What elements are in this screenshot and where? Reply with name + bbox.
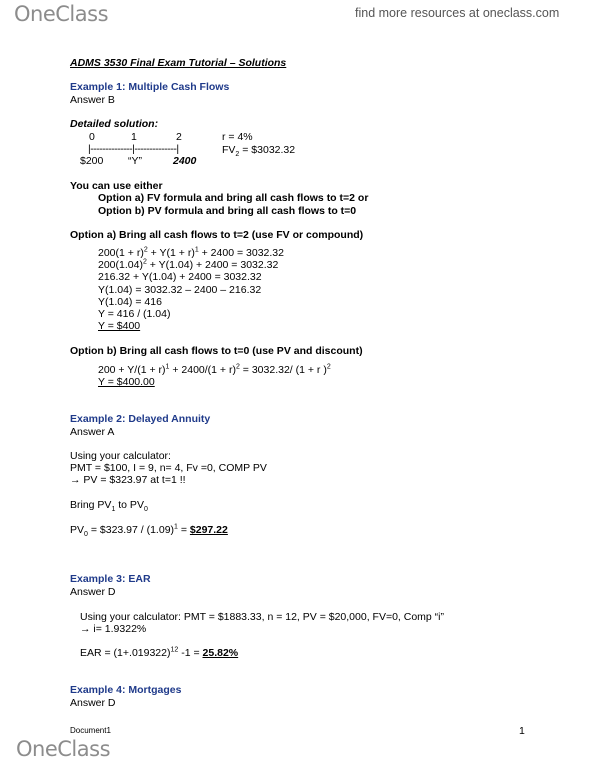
option-a-summary: Option a) FV formula and bring all cash flows to t=2 or <box>98 192 369 204</box>
example2-answer-value: $297.22 <box>189 524 228 536</box>
option-a-result: Y = $400 <box>98 320 141 332</box>
future-value: $FV_2$ = $3032.32 <box>222 144 296 159</box>
example2-line1: Using your calculator: <box>70 450 171 462</box>
option-a-step6: Y = 416 / (1.04) <box>98 308 171 320</box>
option-b-equation: $200 + Y/(1 + r)^1 + 2400/(1 + r)^2 = 3032.32/$ (1 + r )$^2$ <box>98 363 331 376</box>
detailed-solution-label: Detailed solution: <box>70 118 159 130</box>
cash-flow-1: “Y” <box>128 155 142 167</box>
logo-text: OneClass <box>14 2 109 26</box>
header-tagline[interactable]: find more resources at oneclass.com <box>355 6 560 20</box>
example1-heading: Example 1: Multiple Cash Flows <box>70 81 230 93</box>
example3-answer-value: 25.82% <box>202 647 239 659</box>
timeline-line: |--------------|--------------| <box>88 143 179 155</box>
example1-answer: Answer B <box>70 94 115 106</box>
example3-answer: Answer D <box>70 586 116 598</box>
cash-flow-2: 2400 <box>173 155 197 167</box>
example2-result: $PV_0$ = $323.97 / $(1.09)^1$ = $297.22 <box>70 523 228 539</box>
oneclass-logo <box>14 2 108 26</box>
interest-rate: r = 4% <box>222 131 253 143</box>
option-a-step5: Y(1.04) = 416 <box>98 296 162 308</box>
example2-line4: Bring $PV_1$ to $PV_0$ <box>70 499 148 514</box>
example3-result: EAR = $(1+.019322)^{12}$ -1 = 25.82% <box>80 646 239 659</box>
example3-line2: → i= 1.9322% <box>80 623 147 635</box>
option-b-result: Y = $400.00 <box>98 376 155 388</box>
options-intro: You can use either <box>70 180 163 192</box>
option-a-step2: $200(1.04)^2 + Y(1.04) + 2400 = 3032.32$ <box>98 258 279 271</box>
option-a-heading: Option a) Bring all cash flows to t=2 (use FV or compound) <box>70 229 364 241</box>
footer-document-name: Document1 <box>70 726 111 735</box>
option-b-heading: Option b) Bring all cash flows to t=0 (use PV and discount) <box>70 345 363 357</box>
footer-logo-text: OneClass <box>16 737 111 761</box>
example2-heading: Example 2: Delayed Annuity <box>70 413 211 425</box>
option-a-step4: Y(1.04) = 3032.32 – 2400 – 216.32 <box>98 284 262 296</box>
page-number: 1 <box>519 725 525 737</box>
footer-oneclass-logo <box>16 737 110 761</box>
option-a-step3: 216.32 + Y(1.04) + 2400 = 3032.32 <box>98 271 262 283</box>
example3-line1: Using your calculator: PMT = $1883.33, n = 12, PV = $20,000, FV=0, Comp “i” <box>80 611 445 623</box>
example2-line2: PMT = $100, I = 9, n= 4, Fv =0, COMP PV <box>70 462 267 474</box>
example2-line3: → PV = $323.97 at t=1 !! <box>70 474 186 486</box>
option-b-summary: Option b) PV formula and bring all cash flows to t=0 <box>98 205 357 217</box>
example4-heading: Example 4: Mortgages <box>70 684 182 696</box>
example2-answer: Answer A <box>70 426 115 438</box>
page-title: ADMS 3530 Final Exam Tutorial – Solutions <box>70 57 287 69</box>
example4-answer: Answer D <box>70 697 116 709</box>
timeline-t2: 2 <box>176 131 182 143</box>
example3-heading: Example 3: EAR <box>70 573 151 585</box>
option-a-step1: $200(1 + r)^2 + Y(1 + r)^1 + 2400 = 3032.32$ <box>98 246 284 259</box>
timeline-t1: 1 <box>131 131 137 143</box>
timeline-t0: 0 <box>89 131 95 143</box>
cash-flow-0: $200 <box>80 155 104 167</box>
